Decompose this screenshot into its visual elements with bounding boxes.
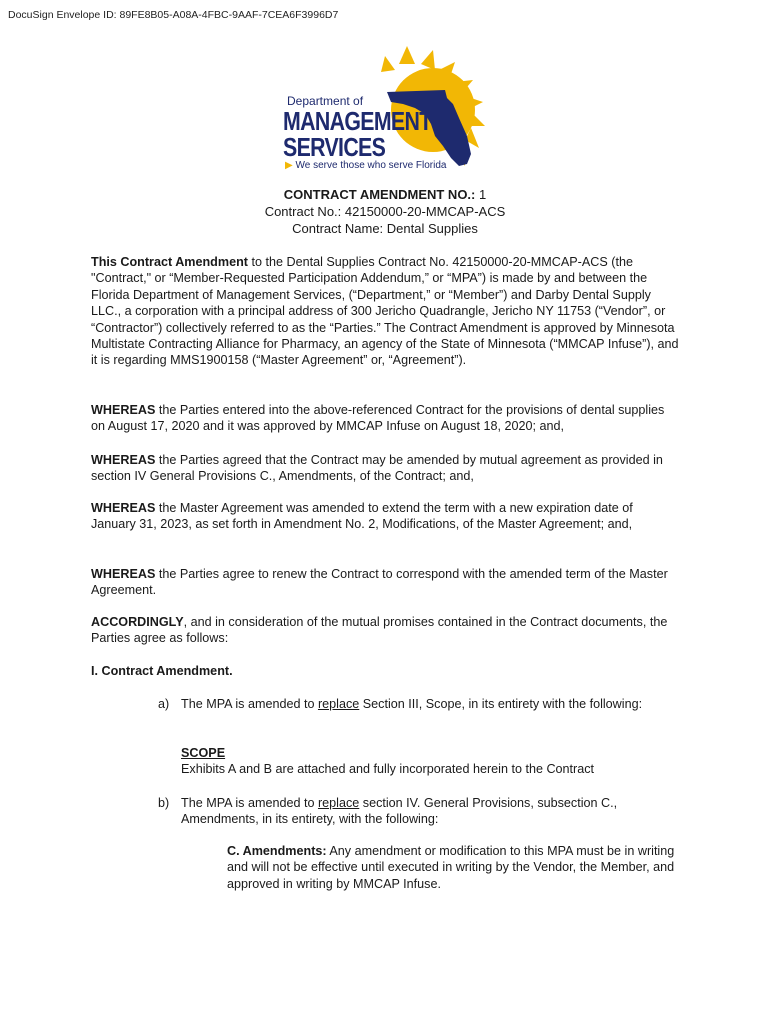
whereas-text: the Parties entered into the above-referenced Contract for the provisions of dental supplies on August 17, 2020 and it was approved by MMCAP Infuse on August 18, 2020; and, (91, 403, 665, 434)
whereas-lead: WHEREAS (91, 567, 156, 581)
amendment-label: CONTRACT AMENDMENT NO.: (283, 187, 476, 202)
contract-number: Contract No.: 42150000-20-MMCAP-ACS (264, 204, 506, 219)
dms-logo (275, 40, 505, 180)
whereas-paragraph-2 (91, 452, 681, 485)
amendments-lead: C. Amendments: (227, 844, 327, 858)
logo-tagline-text: We serve those who serve Florida (295, 160, 447, 171)
logo-line-department: Department of (287, 94, 364, 108)
item-b-text: The MPA is amended to replace section IV. General Provisions, subsection C., Amendments, in its entirety, with the following: (181, 796, 618, 827)
accordingly-text: , and in consideration of the mutual promises contained in the Contract documents, the Parties agree as follows: (91, 615, 668, 646)
amendments-text: Any amendment or modification to this MPA must be in writing and will not be effective until executed in writing by the Vendor, the Member, and approved in writing by MMCAP Infuse. (227, 844, 675, 891)
item-a-label: a) (158, 697, 170, 711)
intro-text: to the Dental Supplies Contract No. 42150000-20-MMCAP-ACS (the "Contract," or “Member-Requested Participation Addendum,” or “MPA”) is made by and between the Florida Department of Management Services, (“Department,” or “Member”) and Darby Dental Supply LLC., a corporation with a principal address of 300 Jericho Quadrangle, Jericho NY 11753 (“Vendor”, or “Contractor”) collectively referred to as the “Parties.” The Contract Amendment is approved by Minnesota Multistate Contracting Alliance for Pharmacy, an agency of the State of Minnesota (“MMCAP Infuse”), and it is regarding MMS1900158 (“Master Agreement” or, “Agreement”). (91, 255, 679, 368)
scope-block (181, 745, 594, 778)
amendments-clause (227, 843, 677, 892)
item-b-underlined: replace (317, 796, 360, 810)
contract-name: Contract Name: Dental Supplies (292, 221, 478, 236)
docusign-envelope-id: DocuSign Envelope ID: 89FE8B05-A08A-4FBC-9AAF-7CEA6F3996D7 (8, 9, 339, 21)
play-arrow-icon: ▶ (285, 160, 293, 171)
logo-tagline (285, 160, 446, 171)
intro-paragraph (91, 254, 681, 369)
logo-line-management: MANAGEMENT (283, 106, 432, 136)
item-a-underlined: replace (317, 697, 360, 711)
whereas-lead: WHEREAS (91, 501, 156, 515)
whereas-text: the Master Agreement was amended to extend the term with a new expiration date of January 31, 2023, as set forth in Amendment No. 2, Modifications, of the Master Agreement; and, (91, 501, 633, 532)
whereas-lead: WHEREAS (91, 403, 156, 417)
logo-line-services: SERVICES (283, 132, 386, 162)
accordingly-lead: ACCORDINGLY (91, 615, 184, 629)
accordingly-paragraph (91, 614, 681, 647)
scope-text: Exhibits A and B are attached and fully incorporated herein to the Contract (181, 762, 595, 777)
intro-lead: This Contract Amendment (91, 255, 248, 269)
item-b-label: b) (158, 796, 170, 810)
whereas-lead: WHEREAS (91, 453, 156, 467)
amendment-number: 1 (475, 187, 487, 202)
amendment-number-heading (0, 187, 770, 202)
whereas-paragraph-4 (91, 566, 681, 599)
whereas-text: the Parties agreed that the Contract may be amended by mutual agreement as provided in section IV General Provisions C., Amendments, of the Contract; and, (91, 453, 663, 484)
whereas-paragraph-1 (91, 402, 681, 435)
scope-title: SCOPE (181, 746, 226, 760)
whereas-text: the Parties agree to renew the Contract to correspond with the amended term of the Master Agreement. (91, 567, 668, 598)
section-title: I. Contract Amendment. (91, 664, 233, 678)
whereas-paragraph-3 (91, 500, 681, 533)
item-a-text: The MPA is amended to replace Section III, Scope, in its entirety with the following: (181, 697, 643, 711)
